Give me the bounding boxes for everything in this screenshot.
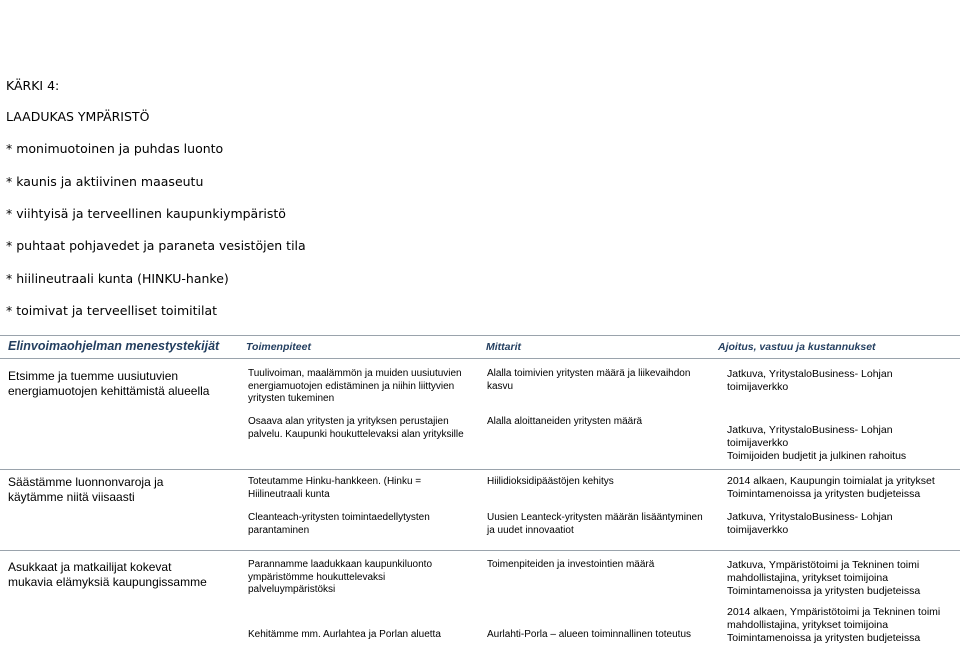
header-measures: Toimenpiteet [246,341,311,353]
metric-cell: Toimenpiteiden ja investointien määrä [487,559,655,570]
row-divider [0,469,960,470]
measure-cell: Parannamme laadukkaan kaupunkiluonto ympäristömme houkuttelevaksi palveluympäristöksi [248,559,433,595]
success-factor-cell: Säästämme luonnonvaroja ja käytämme niitä viisaasti [8,475,164,504]
header-success-factors: Elinvoimaohjelman menestystekijät [8,339,220,353]
header-timing: Ajoitus, vastuu ja kustannukset [718,341,876,353]
bullet-line: * kaunis ja aktiivinen maaseutu [6,174,204,189]
measure-cell: Toteutamme Hinku-hankkeen. (Hinku = Hiilineutraali kunta [248,476,422,500]
timing-cell: Jatkuva, YritystaloBusiness- Lohjan toimijaverkko [727,368,893,394]
document-subtitle: LAADUKAS YMPÄRISTÖ [6,109,150,124]
table-header-row [0,335,960,359]
metric-cell: Alalla aloittaneiden yritysten määrä [487,416,643,427]
metric-cell: Hiilidioksidipäästöjen kehitys [487,476,614,487]
measure-cell: Osaava alan yritysten ja yrityksen perustajien palvelu. Kaupunki houkuttelevaksi alan yrityksille [248,416,464,440]
measure-cell: Cleanteach-yritysten toimintaedellytysten parantaminen [248,512,430,536]
bullet-line: * monimuotoinen ja puhdas luonto [6,141,224,156]
measure-cell: Tuulivoiman, maalämmön ja muiden uusiutuvien energiamuotojen edistäminen ja niihin liittyvien yritysten tukeminen [248,368,462,404]
document-title: KÄRKI 4: [6,78,60,93]
metric-cell: Alalla toimivien yritysten määrä ja liikevaihdon kasvu [487,368,691,392]
timing-cell: 2014 alkaen, Ympäristötoimi ja Tekninen toimi mahdollistajina, yritykset toimijoina Toimintamenoissa ja yritysten budjeteissa [727,606,941,645]
success-factor-cell: Asukkaat ja matkailijat kokevat mukavia elämyksiä kaupungissamme [8,560,207,589]
bullet-line: * toimivat ja terveelliset toimitilat [6,303,218,318]
bullet-line: * viihtyisä ja terveellinen kaupunkiympäristö [6,206,286,221]
metric-cell: Aurlahti-Porla – alueen toiminnallinen toteutus [487,629,692,640]
timing-cell: Jatkuva, YritystaloBusiness- Lohjan toimijaverkko [727,511,893,537]
measure-cell: Kehitämme mm. Aurlahtea ja Porlan aluetta [248,629,441,640]
header-metrics: Mittarit [486,341,521,353]
bullet-line: * puhtaat pohjavedet ja paraneta vesistöjen tila [6,238,306,253]
metric-cell: Uusien Leanteck-yritysten määrän lisääntyminen ja uudet innovaatiot [487,512,703,536]
success-factor-cell: Etsimme ja tuemme uusiutuvien energiamuotojen kehittämistä alueella [8,369,210,398]
row-divider [0,550,960,551]
timing-cell: Jatkuva, Ympäristötoimi ja Tekninen toimi mahdollistajina, yritykset toimijoina Toimintamenoissa ja yritysten budjeteissa [727,559,921,598]
timing-cell: 2014 alkaen, Kaupungin toimialat ja yritykset Toimintamenoissa ja yritysten budjeteissa [727,475,935,501]
timing-cell: Jatkuva, YritystaloBusiness- Lohjan toimijaverkko Toimijoiden budjetit ja julkinen rahoitus [727,424,907,463]
bullet-line: * hiilineutraali kunta (HINKU-hanke) [6,271,229,286]
